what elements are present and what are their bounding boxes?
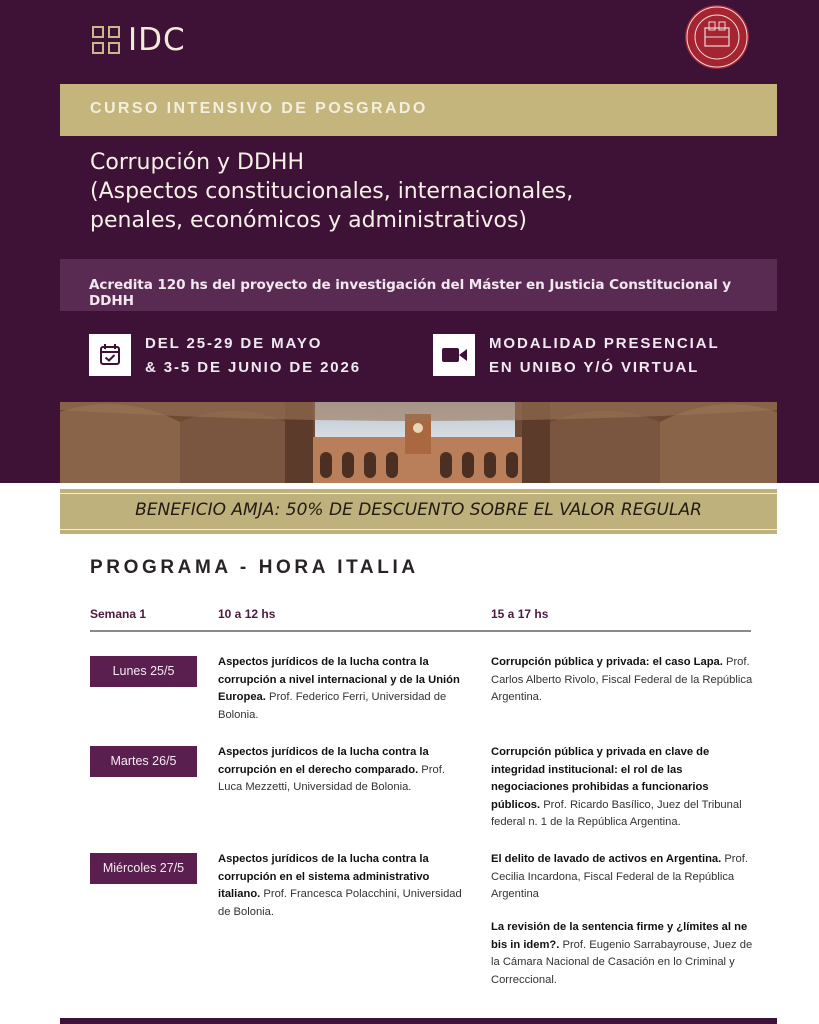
university-courtyard-photo <box>60 402 777 483</box>
university-seal-icon <box>684 4 750 70</box>
course-modality-line-1: MODALIDAD PRESENCIAL <box>489 335 720 352</box>
header-week: Semana 1 <box>90 607 147 621</box>
session-speaker: Prof. Carlos Alberto Rivolo, Fiscal Federal de la República Argentina. <box>491 656 753 704</box>
session-wednesday-afternoon-1 <box>491 851 759 904</box>
course-dates-line-2: & 3-5 DE JUNIO DE 2026 <box>145 359 362 376</box>
session-speaker: Prof. Cecilia Incardona, Fiscal Federal de la República Argentina <box>491 853 748 901</box>
session-topic: Aspectos jurídicos de la lucha contra la corrupción a nivel internacional y de la Unión Europea. <box>218 656 460 704</box>
session-topic: Aspectos jurídicos de la lucha contra la corrupción en el sistema administrativo italiano. <box>218 853 430 901</box>
calendar-check-icon <box>89 334 131 376</box>
session-monday-morning <box>218 654 466 724</box>
session-tuesday-afternoon <box>491 744 759 832</box>
day-badge-wednesday: Miércoles 27/5 <box>90 853 197 884</box>
logo-grid-icon <box>92 26 120 54</box>
credit-banner <box>60 259 777 311</box>
session-speaker: Prof. Ricardo Basílico, Juez del Tribunal federal n. 1 de la República Argentina. <box>491 798 742 829</box>
session-speaker: Prof. Luca Mezzetti, Universidad de Bolonia. <box>218 763 445 794</box>
session-wednesday-afternoon-2 <box>491 919 759 989</box>
course-type-banner <box>60 84 777 136</box>
video-camera-icon <box>433 334 475 376</box>
header-afternoon: 15 a 17 hs <box>491 607 549 621</box>
session-topic: El delito de lavado de activos en Argentina. <box>491 853 722 865</box>
course-modality <box>489 332 720 380</box>
header-morning: 10 a 12 hs <box>218 607 276 621</box>
course-dates-line-1: DEL 25-29 DE MAYO <box>145 335 323 352</box>
session-speaker: Prof. Federico Ferri, Universidad de Bolonia. <box>218 691 447 721</box>
day-badge-tuesday: Martes 26/5 <box>90 746 197 777</box>
course-dates <box>145 332 361 380</box>
idc-logo <box>92 22 186 58</box>
course-title-line-2: (Aspectos constitucionales, internacionales, <box>90 179 574 204</box>
session-topic: Corrupción pública y privada en clave de integridad institucional: el rol de las negociaciones prohibidas a funcionarios públicos. <box>491 746 710 811</box>
program-title: PROGRAMA - HORA ITALIA <box>90 557 419 578</box>
session-monday-afternoon <box>491 654 759 707</box>
course-modality-line-2: EN UNIBO Y/Ó VIRTUAL <box>489 359 700 376</box>
session-wednesday-morning <box>218 851 466 921</box>
course-title-line-1: Corrupción y DDHH <box>90 150 305 175</box>
credit-text: Acredita 120 hs del proyecto de investigación del Máster en Justicia Constitucional y DDHH <box>89 277 732 309</box>
session-speaker: Prof. Eugenio Sarrabayrouse, Juez de la Cámara Nacional de Casación en lo Criminal y Correccional. <box>491 938 753 986</box>
session-topic: La revisión de la sentencia firme y ¿límites al ne bis in idem?. <box>491 921 748 951</box>
footer-bar <box>60 1018 777 1024</box>
session-topic: Aspectos jurídicos de la lucha contra la corrupción en el derecho comparado. <box>218 746 429 776</box>
benefit-banner <box>60 486 777 534</box>
course-type-label: CURSO INTENSIVO DE POSGRADO <box>90 100 428 117</box>
course-title-line-3: penales, económicos y administrativos) <box>90 208 528 233</box>
benefit-text: BENEFICIO AMJA: 50% DE DESCUENTO SOBRE EL VALOR REGULAR <box>135 500 702 520</box>
day-badge-monday: Lunes 25/5 <box>90 656 197 687</box>
logo-text: IDC <box>128 22 186 58</box>
header-divider <box>90 630 751 632</box>
session-tuesday-morning <box>218 744 466 797</box>
session-topic: Corrupción pública y privada: el caso Lapa. <box>491 656 723 668</box>
session-speaker: Prof. Francesca Polacchini, Universidad de Bolonia. <box>218 888 462 918</box>
course-title <box>90 148 573 235</box>
